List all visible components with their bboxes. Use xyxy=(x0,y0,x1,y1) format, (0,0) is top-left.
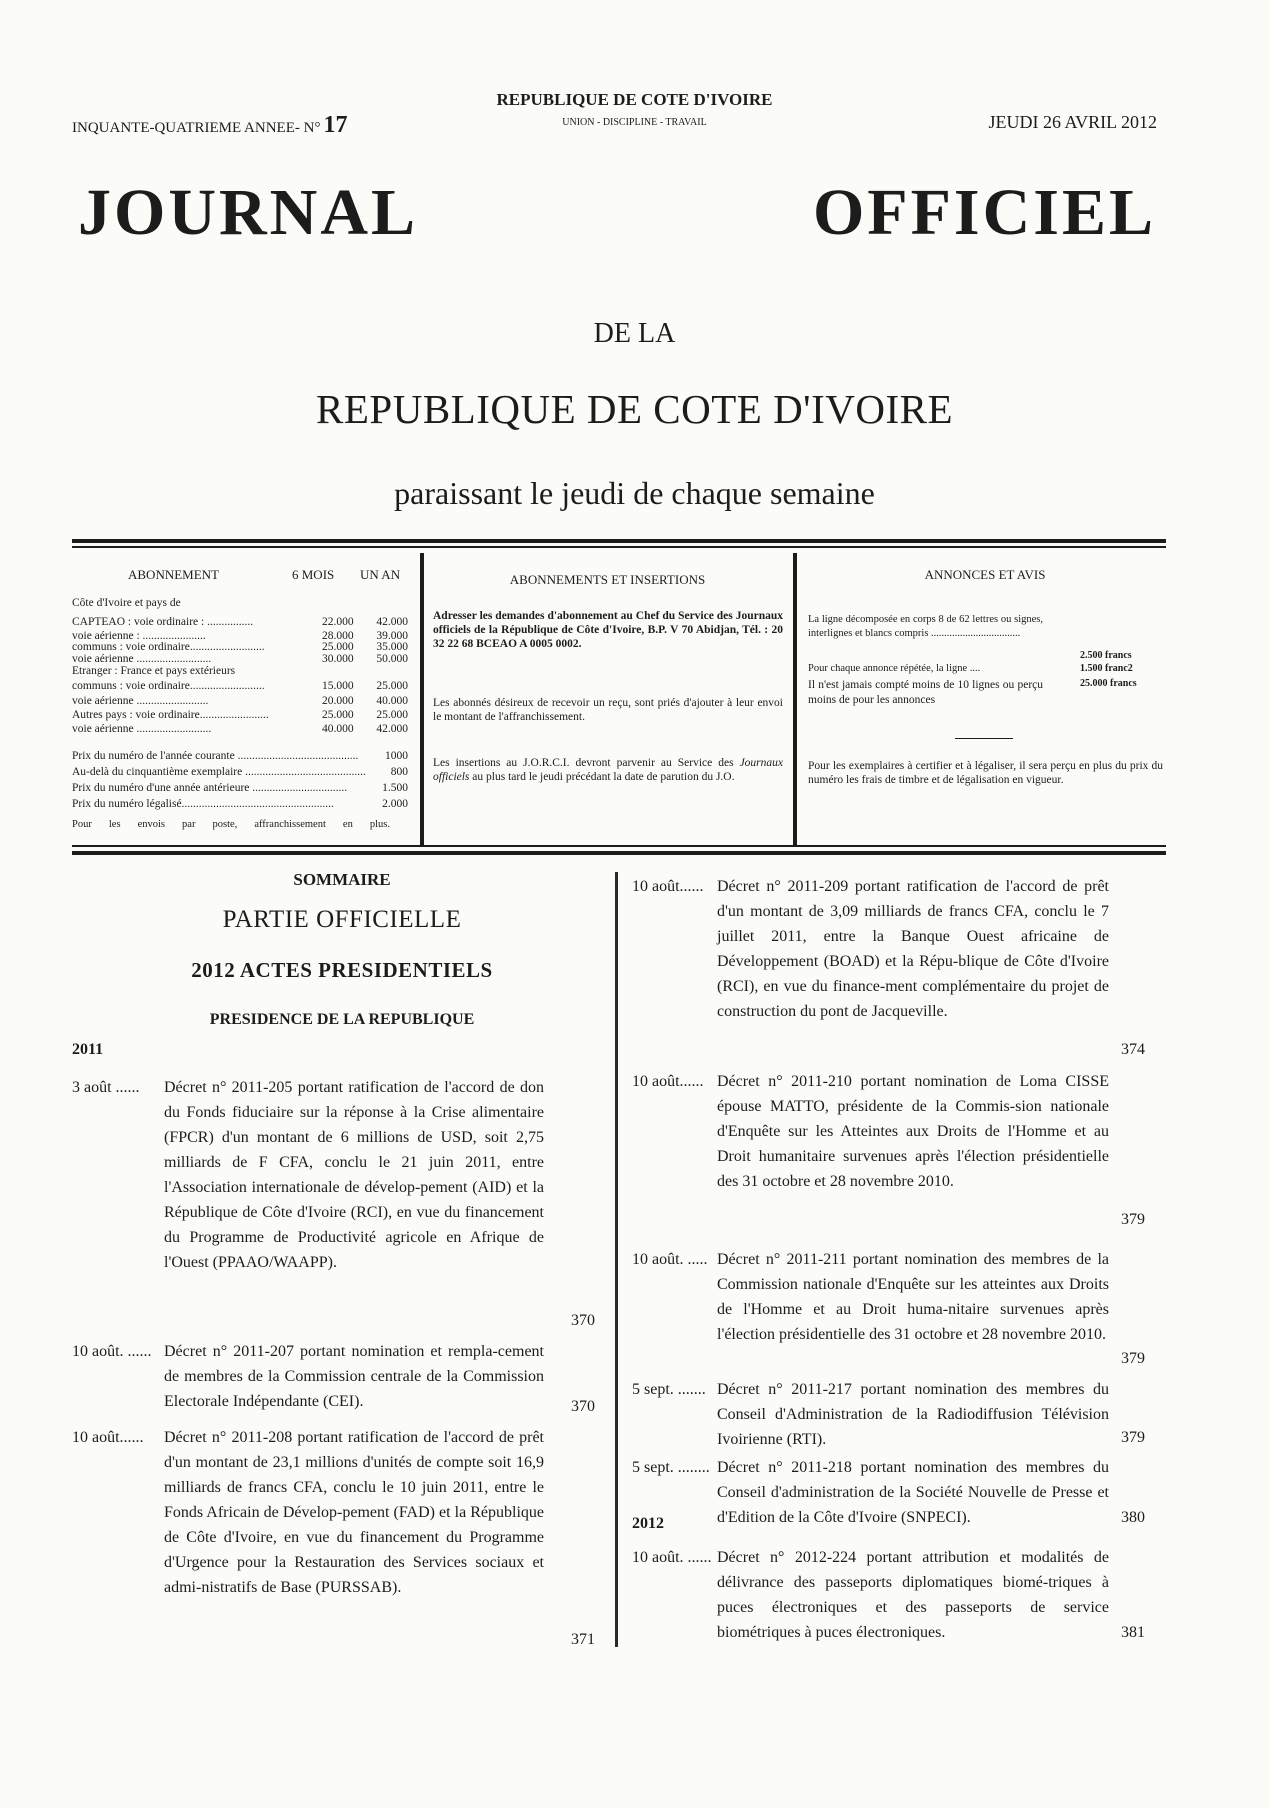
announcement-repeat-line-price: 1.500 franc2 xyxy=(1080,663,1133,674)
subscription-six-months-header: 6 MOIS xyxy=(292,567,335,582)
decree-page-number: 381 xyxy=(1121,1624,1145,1641)
decree-text: Décret n° 2011-205 portant ratification de l'accord de don du Fonds fiduciaire sur la réponse à la Crise alimentaire (FPCR) d'un montant de 6 millions de USD, soit 2,75 milliards de F CFA, conclu le 21 juin 2011, entre l'Association internationale de dévelop-pement (AID) et la République de Côte d'Ivoire (RCI), en vue du financement du Programme de Productivité agricole en Afrique de l'Ouest (PPAAO/WAAPP). xyxy=(164,1079,544,1271)
info-box-bottom-rule-thin xyxy=(72,845,1166,847)
decree-date: 10 août...... xyxy=(632,1073,704,1090)
subscription-six-months-value: 30.000 xyxy=(322,653,354,665)
info-box-divider-2 xyxy=(793,553,797,845)
insertions-deadline-b: au plus tard le jeudi précédant la date de parution du J.O. xyxy=(469,770,735,783)
decree-page-number: 379 xyxy=(1121,1211,1145,1228)
decree-page-number: 379 xyxy=(1121,1429,1145,1446)
year-2012-label: 2012 xyxy=(632,1515,664,1532)
subscription-row-label: voie aérienne : ...................... xyxy=(72,630,206,642)
decree-text: Décret n° 2011-208 portant ratification de l'accord de prêt d'un montant de 23,1 millions d'unités de compte soit 16,9 milliards de francs CFA, conclu le 10 juin 2011, entre le Fonds Africain de Dévelop-pement (FAD) et la République de Côte d'Ivoire, en vue du financement du Programme d'Urgence pour la Restauration des Services sociaux et admi-nistratifs de Base (PURSSAB). xyxy=(164,1429,544,1596)
subscription-one-year-value: 40.000 xyxy=(376,695,408,707)
decree-page-number: 374 xyxy=(1121,1041,1145,1058)
subscription-intro: Côte d'Ivoire et pays de xyxy=(72,597,181,609)
decree-date: 3 août ...... xyxy=(72,1079,140,1096)
subscription-row-label: voie aérienne .......................... xyxy=(72,653,212,665)
decree-page-number: 371 xyxy=(571,1631,595,1648)
presidential-acts-heading: 2012 ACTES PRESIDENTIELS xyxy=(191,958,493,982)
state-motto: UNION - DISCIPLINE - TRAVAIL xyxy=(562,117,707,128)
subscription-one-year-value: 25.000 xyxy=(376,680,408,692)
announcement-rate-line: La ligne décomposée en corps 8 de 62 lettres ou signes, interlignes et blancs compris .................................. xyxy=(808,614,1043,639)
insertions-address: Adresser les demandes d'abonnement au Chef du Service des Journaux officiels de la République de Côte d'Ivoire, B.P. V 70 Abidjan, Tél. : 20 32 22 68 BCEAO A 0005 0002. xyxy=(433,610,783,650)
subscription-one-year-value: 39.000 xyxy=(376,630,408,642)
subscription-one-year-value: 50.000 xyxy=(376,653,408,665)
announcement-separator xyxy=(955,738,1013,739)
subscription-six-months-value: 20.000 xyxy=(322,695,354,707)
issue-date: JEUDI 26 AVRIL 2012 xyxy=(988,112,1157,132)
decree-text: Décret n° 2011-210 portant nomination de Loma CISSE épouse MATTO, présidente de la Commis-sion nationale d'Enquête sur les Atteintes aux Droits de l'Homme et au Droit humanitaire survenues après l'élection présidentielle des 31 octobre et 28 novembre 2010. xyxy=(717,1073,1109,1190)
price-row-value: 1.500 xyxy=(382,782,408,794)
state-name: REPUBLIQUE DE COTE D'IVOIRE xyxy=(496,90,773,109)
issue-number: 17 xyxy=(323,112,348,138)
price-row-label: Prix du numéro de l'année courante .......................................... xyxy=(72,750,359,762)
decree-text: Décret n° 2011-217 portant nomination des membres du Conseil d'Administration de la Radiodiffusion Télévision Ivoirienne (RTI). xyxy=(717,1381,1109,1448)
subscription-six-months-value: 15.000 xyxy=(322,680,354,692)
announcement-minimum-price: 25.000 francs xyxy=(1080,678,1137,689)
announcements-heading: ANNONCES ET AVIS xyxy=(924,567,1046,582)
subscription-heading: ABONNEMENT xyxy=(128,567,219,582)
decree-date: 10 août. ...... xyxy=(72,1343,152,1360)
subscription-row-label: communs : voie ordinaire.......................... xyxy=(72,641,265,653)
column-divider xyxy=(615,872,618,1647)
subscription-one-year-value: 42.000 xyxy=(376,723,408,735)
subscription-row-label: Autres pays : voie ordinaire........................ xyxy=(72,709,269,721)
subscription-six-months-value: 40.000 xyxy=(322,723,354,735)
subscription-row-label: voie aérienne .......................... xyxy=(72,723,212,735)
insertions-deadline-a: Les insertions au J.O.R.C.I. devront parvenir au Service des xyxy=(433,757,740,769)
decree-date: 10 août...... xyxy=(72,1429,144,1446)
summary-heading: SOMMAIRE xyxy=(293,870,391,889)
masthead-republic: REPUBLIQUE DE COTE D'IVOIRE xyxy=(316,386,953,432)
decree-date: 10 août. ..... xyxy=(632,1251,708,1268)
announcement-repeat-line: Pour chaque annonce répétée, la ligne .... xyxy=(808,663,981,674)
decree-date: 5 sept. ....... xyxy=(632,1381,706,1398)
insertions-deadline-em: Journaux officiels xyxy=(433,757,783,783)
decree-text: Décret n° 2011-211 portant nomination des membres de la Commission nationale d'Enquête sur les atteintes aux Droits de l'Homme et au Droit huma-nitaire survenues après l'élection présidentielle des 31 octobre et 28 novembre 2010. xyxy=(717,1251,1109,1343)
masthead-de-la: DE LA xyxy=(593,318,676,349)
journal-title: JOURNAL OFFICIEL xyxy=(78,176,1156,249)
decree-date: 10 août...... xyxy=(632,878,704,895)
postage-note: Pour les envois par poste, affranchissement en plus. xyxy=(72,819,390,830)
subscription-row-label: Etranger : France et pays extérieurs xyxy=(72,665,236,677)
info-box-bottom-rule xyxy=(72,851,1166,855)
subscription-one-year-value: 35.000 xyxy=(376,641,408,653)
subscription-row-label: communs : voie ordinaire.......................... xyxy=(72,680,265,692)
price-row-value: 2.000 xyxy=(382,798,408,810)
insertions-receipt-note: Les abonnés désireux de recevoir un reçu, sont priés d'ajouter à leur envoi le montant de l'affranchissement. xyxy=(433,697,783,723)
subscription-row-label: voie aérienne ......................... xyxy=(72,695,209,707)
decree-text: Décret n° 2012-224 portant attribution et modalités de délivrance des passeports diplomatiques biomé-triques à puces électroniques et des passeports de service biométriques à puces électroniques. xyxy=(717,1549,1109,1641)
announcement-rate-line-price: 2.500 francs xyxy=(1080,650,1132,661)
decree-date: 5 sept. ........ xyxy=(632,1459,710,1476)
subscription-six-months-value: 25.000 xyxy=(322,641,354,653)
decree-page-number: 380 xyxy=(1121,1509,1145,1526)
decree-page-number: 370 xyxy=(571,1398,595,1415)
decree-text: Décret n° 2011-218 portant nomination des membres du Conseil d'administration de la Société Nouvelle de Presse et d'Edition de la Côte d'Ivoire (SNPECI). xyxy=(717,1459,1109,1526)
publication-frequency: paraissant le jeudi de chaque semaine xyxy=(394,475,875,511)
price-row-value: 800 xyxy=(390,766,408,778)
info-box-top-rule-thin xyxy=(72,546,1166,548)
subscription-six-months-value: 25.000 xyxy=(322,709,354,721)
subscription-six-months-value: 28.000 xyxy=(322,630,354,642)
price-row-label: Prix du numéro légalisé..................................................... xyxy=(72,798,334,810)
presidency-heading: PRESIDENCE DE LA REPUBLIQUE xyxy=(209,1011,475,1028)
decree-page-number: 370 xyxy=(571,1312,595,1329)
decree-text: Décret n° 2011-207 portant nomination et rempla-cement de membres de la Commission centrale de la Commission Electorale Indépendante (CEI). xyxy=(164,1343,544,1410)
decree-date: 10 août. ...... xyxy=(632,1549,712,1566)
info-box-divider-1 xyxy=(420,553,424,845)
official-part-heading: PARTIE OFFICIELLE xyxy=(222,906,462,933)
subscription-one-year-header: UN AN xyxy=(360,567,401,582)
price-row-label: Prix du numéro d'une année antérieure ................................. xyxy=(72,782,348,794)
subscription-one-year-value: 25.000 xyxy=(376,709,408,721)
decree-page-number: 379 xyxy=(1121,1350,1145,1367)
subscription-one-year-value: 42.000 xyxy=(376,616,408,628)
price-row-label: Au-delà du cinquantième exemplaire .......................................... xyxy=(72,766,366,778)
certification-note: Pour les exemplaires à certifier et à légaliser, il sera perçu en plus du prix du numéro les frais de timbre et de légalisation en vigueur. xyxy=(808,760,1163,786)
subscription-row-label: CAPTEAO : voie ordinaire : ................ xyxy=(72,616,254,628)
issue-serial-label: INQUANTE-QUATRIEME ANNEE- N° xyxy=(72,120,321,136)
price-row-value: 1000 xyxy=(385,750,408,762)
insertions-heading: ABONNEMENTS ET INSERTIONS xyxy=(509,572,706,587)
insertions-deadline-note xyxy=(433,757,783,785)
announcement-minimum: Il n'est jamais compté moins de 10 lignes ou perçu moins de pour les annonces xyxy=(808,679,1043,706)
info-box-top-rule xyxy=(72,539,1166,543)
decree-text: Décret n° 2011-209 portant ratification de l'accord de prêt d'un montant de 3,09 milliards de francs CFA, conclu le 7 juillet 2011, entre la Banque Ouest africaine de Développement (BOAD) et la Répu-blique de Côte d'Ivoire (RCI), en vue du finance-ment complémentaire du projet de construction du pont de Jacqueville. xyxy=(717,878,1109,1020)
subscription-six-months-value: 22.000 xyxy=(322,616,354,628)
year-2011-label: 2011 xyxy=(72,1041,104,1058)
